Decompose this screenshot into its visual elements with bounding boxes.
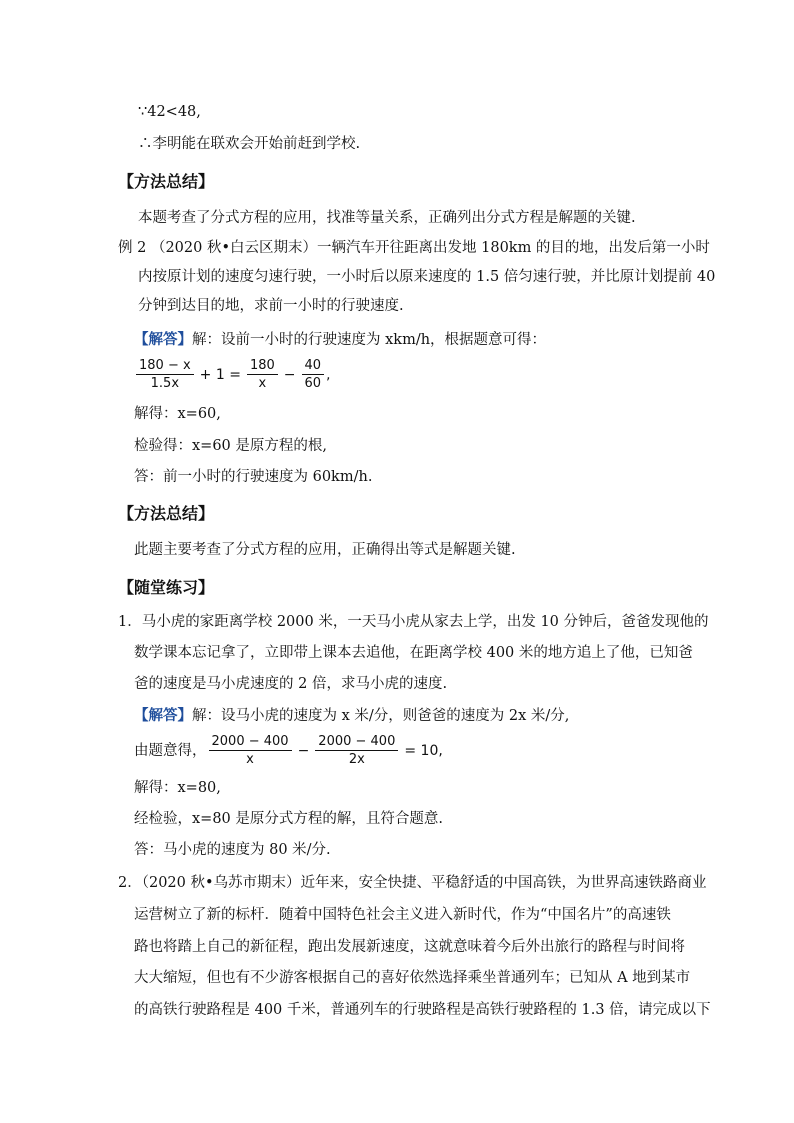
example2-line-1: 例 2 （2020 秋•白云区期末）一辆汽车开往距离出发地 180km 的目的地，出发后第一小时 [118,240,710,256]
q1-solve-line: 解得：x=80, [134,780,221,796]
fraction-3-numerator: 40 [302,357,325,375]
fraction-2-numerator: 180 [247,357,278,375]
method-summary-text-2: 此题主要考查了分式方程的应用，正确得出等式是解题关键. [134,542,516,558]
minus-sign: − [297,742,310,759]
q1-line-3: 爸的速度是马小虎速度的 2 倍，求马小虎的速度. [134,676,448,692]
q1-equation [134,733,447,768]
example2-line-3: 分钟到达目的地，求前一小时的行驶速度. [138,298,404,314]
fraction-1-numerator: 180 − x [136,357,194,375]
fraction-2-denominator: 2x [348,752,365,767]
fraction-3 [302,357,325,392]
fraction-2-numerator: 2000 − 400 [315,733,398,751]
q2-line-3: 路也将踏上自己的新征程，跑出发展新速度，这就意味着今后外出旅行的路程与时间将 [134,939,685,955]
answer-tag: 【解答】 [134,707,192,724]
fraction-1-denominator: 1.5x [150,376,180,391]
fraction-2-denominator: x [258,376,267,391]
equals-ten: = 10, [404,742,443,759]
q2-line-1: 2．（2020 秋•乌苏市期末）近年来，安全快捷、平稳舒适的中国高铁，为世界高速铁路商业 [118,875,707,891]
example2-solve-line: 解得：x=60, [134,406,221,422]
q2-line-4: 大大缩短，但也有不少游客根据自己的喜好依然选择乘坐普通列车；已知从 A 地到某市 [134,970,691,986]
q2-line-2: 运营树立了新的标杆．随着中国特色社会主义进入新时代，作为“中国名片”的高速铁 [134,907,671,923]
equation-prefix: 由题意得， [134,742,207,759]
fraction-3-denominator: 60 [304,376,322,391]
example2-equation [134,357,330,392]
answer-text: 解：设前一小时的行驶速度为 xkm/h，根据题意可得： [192,332,547,348]
fraction-2 [247,357,278,392]
example2-line-2: 内按原计划的速度匀速行驶，一小时后以原来速度的 1.5 倍匀速行驶，并比原计划提前 40 [138,269,716,285]
equation-comma: , [326,366,331,383]
q2-line-5: 的高铁行驶路程是 400 千米，普通列车的行驶路程是高铁行驶路程的 1.3 倍，请完成以下 [134,1002,711,1018]
q1-final-line: 答：马小虎的速度为 80 米/分. [134,842,331,858]
q1-answer-line [134,706,569,726]
fraction-1 [209,733,292,768]
method-summary-text-1: 本题考查了分式方程的应用，找准等量关系，正确列出分式方程是解题的关键. [138,210,636,226]
because-line: ∵42<48, [138,104,201,120]
q1-line-1: 1．马小虎的家距离学校 2000 米，一天马小虎从家去上学，出发 10 分钟后，爸爸发现他的 [118,614,709,630]
practice-heading: 【随堂练习】 [118,578,215,597]
minus-sign: − [283,366,296,383]
fraction-1-denominator: x [246,752,254,767]
answer-tag: 【解答】 [134,331,192,348]
fraction-1 [136,357,194,392]
therefore-line: ∴李明能在联欢会开始前赶到学校. [138,136,361,152]
q1-line-2: 数学课本忘记拿了，立即带上课本去追他，在距离学校 400 米的地方追上了他，已知爸 [134,645,693,661]
method-summary-heading-1: 【方法总结】 [118,172,215,191]
example2-check-line: 检验得：x=60 是原方程的根, [134,438,327,454]
example2-final-line: 答：前一小时的行驶速度为 60km/h. [134,469,373,485]
plus-equals-sign: + 1 = [199,366,241,383]
answer-text: 解：设马小虎的速度为 x 米/分，则爸爸的速度为 2x 米/分, [192,708,570,724]
method-summary-heading-2: 【方法总结】 [118,504,215,523]
q1-check-line: 经检验，x=80 是原分式方程的解，且符合题意. [134,811,443,827]
fraction-2 [315,733,398,768]
example2-answer-line [134,330,546,350]
fraction-1-numerator: 2000 − 400 [209,733,292,751]
